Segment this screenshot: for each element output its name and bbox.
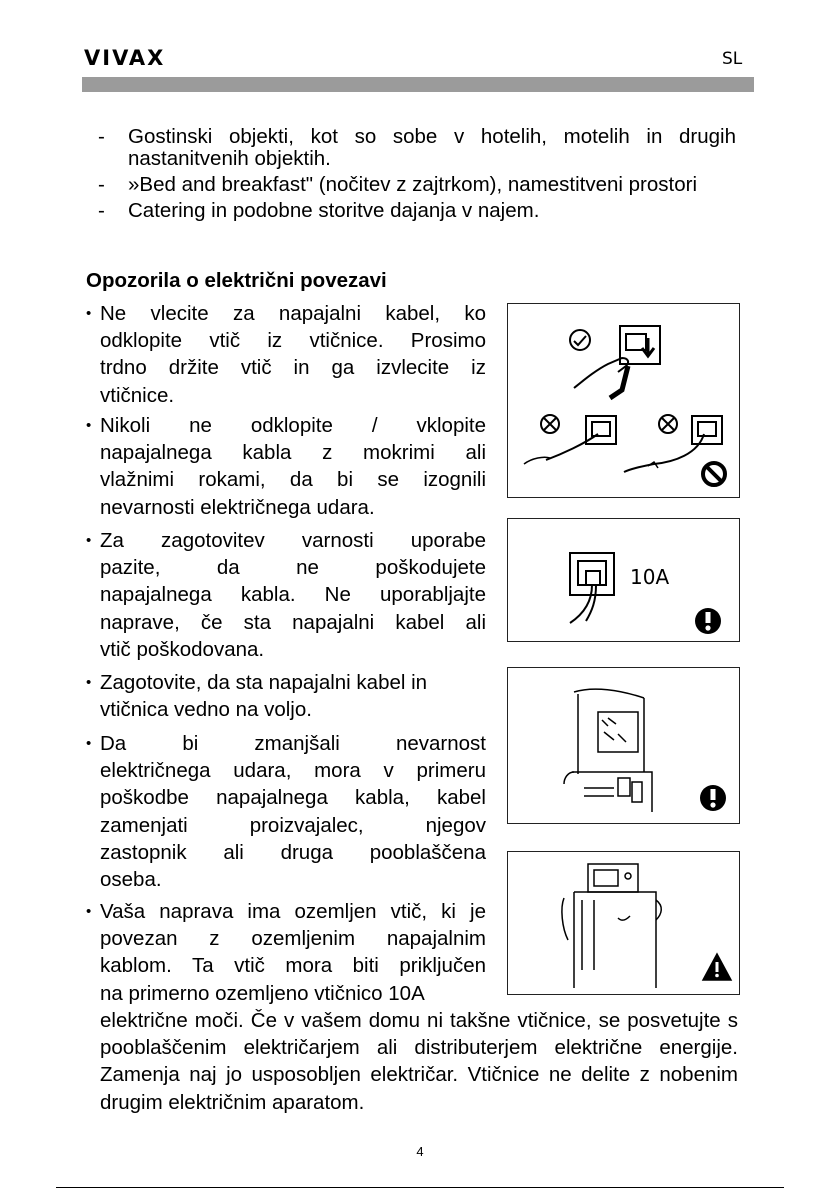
continuation-paragraph: električne moči. Če v vašem domu ni takšne vtičnice, se posvetujte s pooblaščenim električarjem ali distributerjem električne energije. Zamenja naj jo usposobljen električar. Vtičnice ne delite z nobenim drugim električnim aparatom.: [100, 1009, 738, 1114]
language-code: SL: [722, 49, 743, 69]
bullet-marker: •: [86, 903, 92, 920]
list-item: - Catering in podobne storitve dajanja v najem.: [98, 199, 540, 222]
dash-marker: -: [98, 199, 105, 222]
section-title: Opozorila o električni povezavi: [86, 269, 387, 292]
rating-label: 10A: [630, 565, 670, 589]
bullet-item: • Ne vlecite za napajalni kabel, ko odklopite vtič iz vtičnice. Prosimo trdno držite vtič in ga izvlecite iz vtičnice.: [86, 302, 486, 407]
bullet-item: • Za zagotovitev varnosti uporabe pazite, da ne poškodujete napajalnega kabla. Ne uporabljajte naprave, če sta napajalni kabel ali vtič poškodovana.: [86, 529, 486, 661]
wall-shelf: [574, 689, 644, 698]
list-item: - »Bed and breakfast" (nočitev z zajtrkom), namestitveni prostori: [98, 173, 697, 196]
figure-socket-10a: [507, 518, 740, 642]
forbidden-icon: [659, 415, 677, 433]
intro-list: [84, 126, 736, 226]
dash-marker: -: [98, 125, 105, 148]
bullet-marker: •: [86, 674, 92, 691]
bullet-marker: •: [86, 305, 92, 322]
forbidden-icon: [541, 415, 559, 433]
dash-marker: -: [98, 173, 105, 196]
figure-unplug: [507, 303, 740, 498]
allowed-icon: [570, 330, 590, 350]
footer-rule: [56, 1187, 784, 1188]
prohibited-icon: [703, 463, 725, 485]
bullet-item: • Zagotovite, da sta napajalni kabel in vtičnica vedno na voljo.: [86, 671, 428, 722]
page-number: 4: [416, 1144, 424, 1159]
brand-logo: VIVAX: [84, 46, 166, 70]
bullet-item: • Da bi zmanjšali nevarnost električnega udara, mora v primeru poškodbe napajalnega kabla, kabel zamenjati proizvajalec, njegov zastopnik ali druga pooblaščena oseba.: [86, 732, 486, 892]
bullet-item: • Nikoli ne odklopite / vklopite napajalnega kabla z mokrimi ali vlažnimi rokami, da bi se izognili nevarnosti električnega udara.: [86, 414, 486, 519]
warning-icon: [703, 954, 731, 980]
window-frame: [598, 712, 638, 752]
header-bar: [82, 77, 754, 92]
bullet-item: • Vaša naprava ima ozemljen vtič, ki je povezan z ozemljenim napajalnim kablom. Ta vtič mora biti priključen na primerno ozemljeno vtičnico 10A: [86, 900, 486, 1005]
bullet-marker: •: [86, 532, 92, 549]
bullet-marker: •: [86, 735, 92, 752]
figure-grounded-appliance: [507, 851, 740, 995]
bullet-marker: •: [86, 417, 92, 434]
figure-accessible-plug: [507, 667, 740, 824]
plug-icon: [618, 778, 630, 796]
list-item: - Gostinski objekti, kot so sobe v hotelih, motelih in drugih nastanitvenih objektih.: [98, 125, 736, 170]
